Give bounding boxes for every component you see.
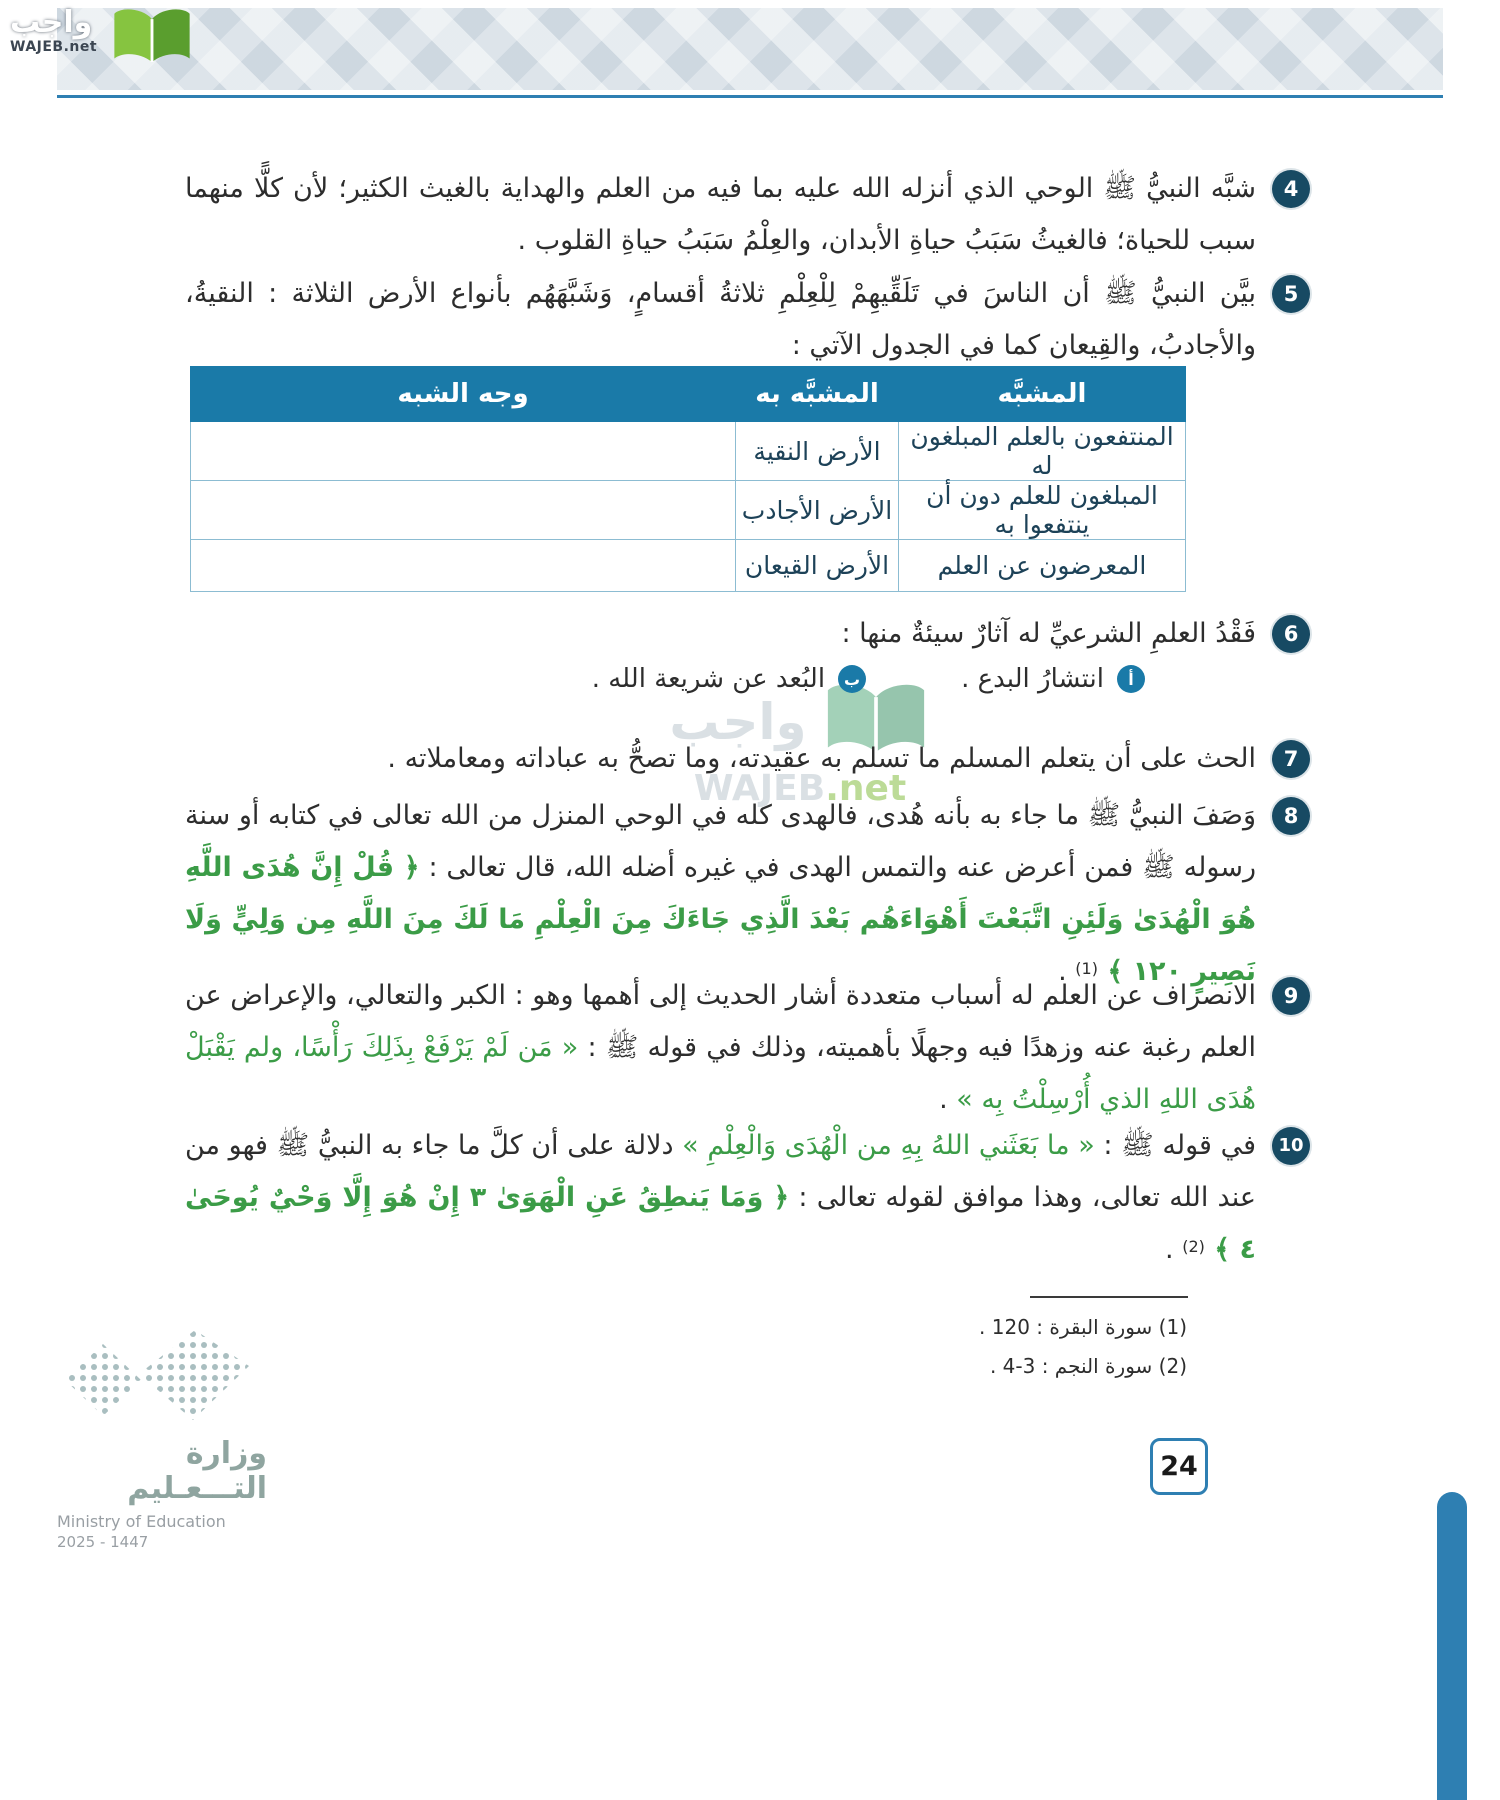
- hadith-quote-2: « ما بَعَثَني اللهُ بِهِ من الْهُدَى وَالْعِلْمِ »: [682, 1130, 1095, 1161]
- footnotes: [979, 1308, 1187, 1386]
- point-6-number-badge: 6: [1272, 615, 1310, 653]
- table-row: [191, 481, 1186, 540]
- ministry-name-arabic: وزارة التـــعـليم: [127, 1436, 267, 1506]
- point-6: [185, 608, 1310, 660]
- table-row: [191, 540, 1186, 592]
- point-10-tail: .: [1165, 1234, 1183, 1266]
- table-header-row: [191, 367, 1186, 422]
- point-8: [185, 790, 1310, 998]
- point-6-subitems: [185, 664, 1310, 694]
- lesson-content: [185, 0, 1310, 1800]
- ministry-emblem-dots: [57, 1409, 249, 1428]
- point-9-tail: .: [939, 1084, 957, 1116]
- watermark-arabic: واجب: [669, 693, 807, 751]
- point-7-number-badge: 7: [1272, 740, 1310, 778]
- quran-verse-najm-3-4: ﴿ وَمَا يَنطِقُ عَنِ الْهَوَىٰ ٣ إِنْ هُوَ إِلَّا وَحْيٌ يُوحَىٰ ٤ ﴾: [185, 1182, 1256, 1266]
- footnote-2: (2) سورة النجم : 3-4 .: [989, 1354, 1187, 1378]
- footnote-divider: [1030, 1296, 1188, 1298]
- page-number: 24: [1150, 1438, 1208, 1495]
- point-9-text: [185, 970, 1256, 1126]
- wajeb-logo-site: WAJEB.net: [10, 39, 98, 55]
- subitem-a-badge: أ: [1117, 665, 1145, 693]
- hadith-quote-1: « مَن لَمْ يَرْفَعْ بِذَلِكَ رَأْسًا، ولم يَقْبَلْ هُدَى اللهِ الذي أُرْسِلْتُ بِه »: [185, 1032, 1256, 1116]
- watermark-site-name: WAJEB: [693, 768, 826, 809]
- cell-wajh-3: [191, 540, 736, 592]
- point-9: [185, 970, 1310, 1126]
- cell-mushabbah-2: المبلغون للعلم دون أن ينتفعوا به: [899, 481, 1186, 540]
- point-6-text: فَقْدُ العلمِ الشرعيِّ له آثارٌ سيئةٌ منها :: [841, 618, 1256, 649]
- cell-mushabbah-3: المعرضون عن العلم: [899, 540, 1186, 592]
- point-10-number-badge: 10: [1272, 1127, 1310, 1165]
- point-10: [185, 1120, 1310, 1276]
- point-8-tail: .: [1058, 956, 1076, 988]
- point-10-text: [185, 1120, 1256, 1276]
- ministry-name-english: Ministry of Education: [57, 1512, 226, 1531]
- watermark-site-suffix: .net: [825, 768, 907, 809]
- cell-wajh-2: [191, 481, 736, 540]
- point-8-number-badge: 8: [1272, 797, 1310, 835]
- col-header-mushabbah: المشبَّه: [899, 367, 1186, 422]
- comparison-table: [190, 366, 1186, 592]
- subitem-b: [592, 664, 866, 694]
- subitem-b-badge: ب: [838, 665, 866, 693]
- point-5-number-badge: 5: [1272, 275, 1310, 313]
- page-edge-bar: [1437, 1492, 1467, 1800]
- footnote-1: (1) سورة البقرة : 120 .: [979, 1315, 1187, 1339]
- wajeb-logo-text: [10, 6, 97, 55]
- subitem-a: [961, 664, 1145, 694]
- col-header-wajh-alshabah: وجه الشبه: [191, 367, 736, 422]
- point-9-number-badge: 9: [1272, 977, 1310, 1015]
- point-7-text: الحث على أن يتعلم المسلم ما تسلم به عقيدته، وما تصحُّ به عباداته ومعاملاته .: [387, 743, 1256, 774]
- point-8-lead: وَصَفَ النبيُّ ﷺ ما جاء به بأنه هُدى، فالهدى كله في الوحي المنزل من الله تعالى في كتابه أو سنة رسوله ﷺ فمن أعرض عنه والتمس الهدى في غيره أضله الله، قال تعالى :: [185, 800, 1256, 884]
- point-5-text: بيَّن النبيُّ ﷺ أن الناسَ في تَلَقِّيهِمْ لِلْعِلْمِ ثلاثةُ أقسامٍ، وَشَبَّهَهُم بأنواع الأرض الثلاثة : النقيةُ، والأجادبُ، والقِيعان كما في الجدول الآتي :: [185, 278, 1256, 362]
- wajeb-logo-arabic: واجب: [10, 5, 93, 40]
- footnote-ref-1: (1): [1075, 959, 1098, 979]
- cell-mushabbah-1: المنتفعون بالعلم المبلغون له: [899, 422, 1186, 481]
- subitem-b-text: البُعد عن شريعة الله .: [591, 664, 826, 694]
- subitem-a-text: انتشارُ البدع .: [961, 664, 1104, 694]
- point-7: [185, 733, 1310, 785]
- open-book-icon: [109, 6, 195, 68]
- ministry-years: 2025 - 1447: [57, 1533, 149, 1551]
- cell-bih-1: الأرض النقية: [736, 422, 899, 481]
- cell-wajh-1: [191, 422, 736, 481]
- quran-verse-baqarah-120: ﴿ قُلْ إِنَّ هُدَى اللَّهِ هُوَ الْهُدَىٰ وَلَئِنِ اتَّبَعْتَ أَهْوَاءَهُم بَعْدَ الَّذِي جَاءَكَ مِنَ الْعِلْمِ مَا لَكَ مِنَ اللَّهِ مِن وَلِيٍّ وَلَا نَصِيرٍ ١٢٠ ﴾: [185, 852, 1256, 988]
- ministry-logo-block: [57, 1330, 267, 1551]
- point-9-lead: الانصراف عن العلم له أسباب متعددة أشار الحديث إلى أهمها وهو : الكبر والتعالي، والإعراض عن العلم رغبة عنه وزهدًا فيه وجهلًا بأهميته، وذلك في قوله ﷺ :: [185, 980, 1256, 1064]
- point-5: [185, 268, 1310, 372]
- table-row: [191, 422, 1186, 481]
- cell-bih-3: الأرض القيعان: [736, 540, 899, 592]
- cell-bih-2: الأرض الأجادب: [736, 481, 899, 540]
- wajeb-logo: [10, 6, 195, 68]
- footnote-ref-2: (2): [1182, 1237, 1205, 1257]
- point-4-text: شبَّه النبيُّ ﷺ الوحي الذي أنزله الله عليه بما فيه من العلم والهداية بالغيث الكثير؛ لأن كلًّا منهما سبب للحياة؛ فالغيثُ سَبَبُ حياةِ الأبدان، والعِلْمُ سَبَبُ حياةِ القلوب .: [185, 173, 1256, 257]
- point-8-text: [185, 790, 1256, 998]
- point-10-mid: دلالة على أن كلَّ ما جاء به النبيُّ ﷺ فهو من عند الله تعالى، وهذا موافق لقوله تعالى :: [185, 1130, 1256, 1214]
- point-4: [185, 163, 1310, 267]
- col-header-mushabbah-bih: المشبَّه به: [736, 367, 899, 422]
- point-4-number-badge: 4: [1272, 170, 1310, 208]
- point-10-lead: في قوله ﷺ :: [1094, 1130, 1256, 1161]
